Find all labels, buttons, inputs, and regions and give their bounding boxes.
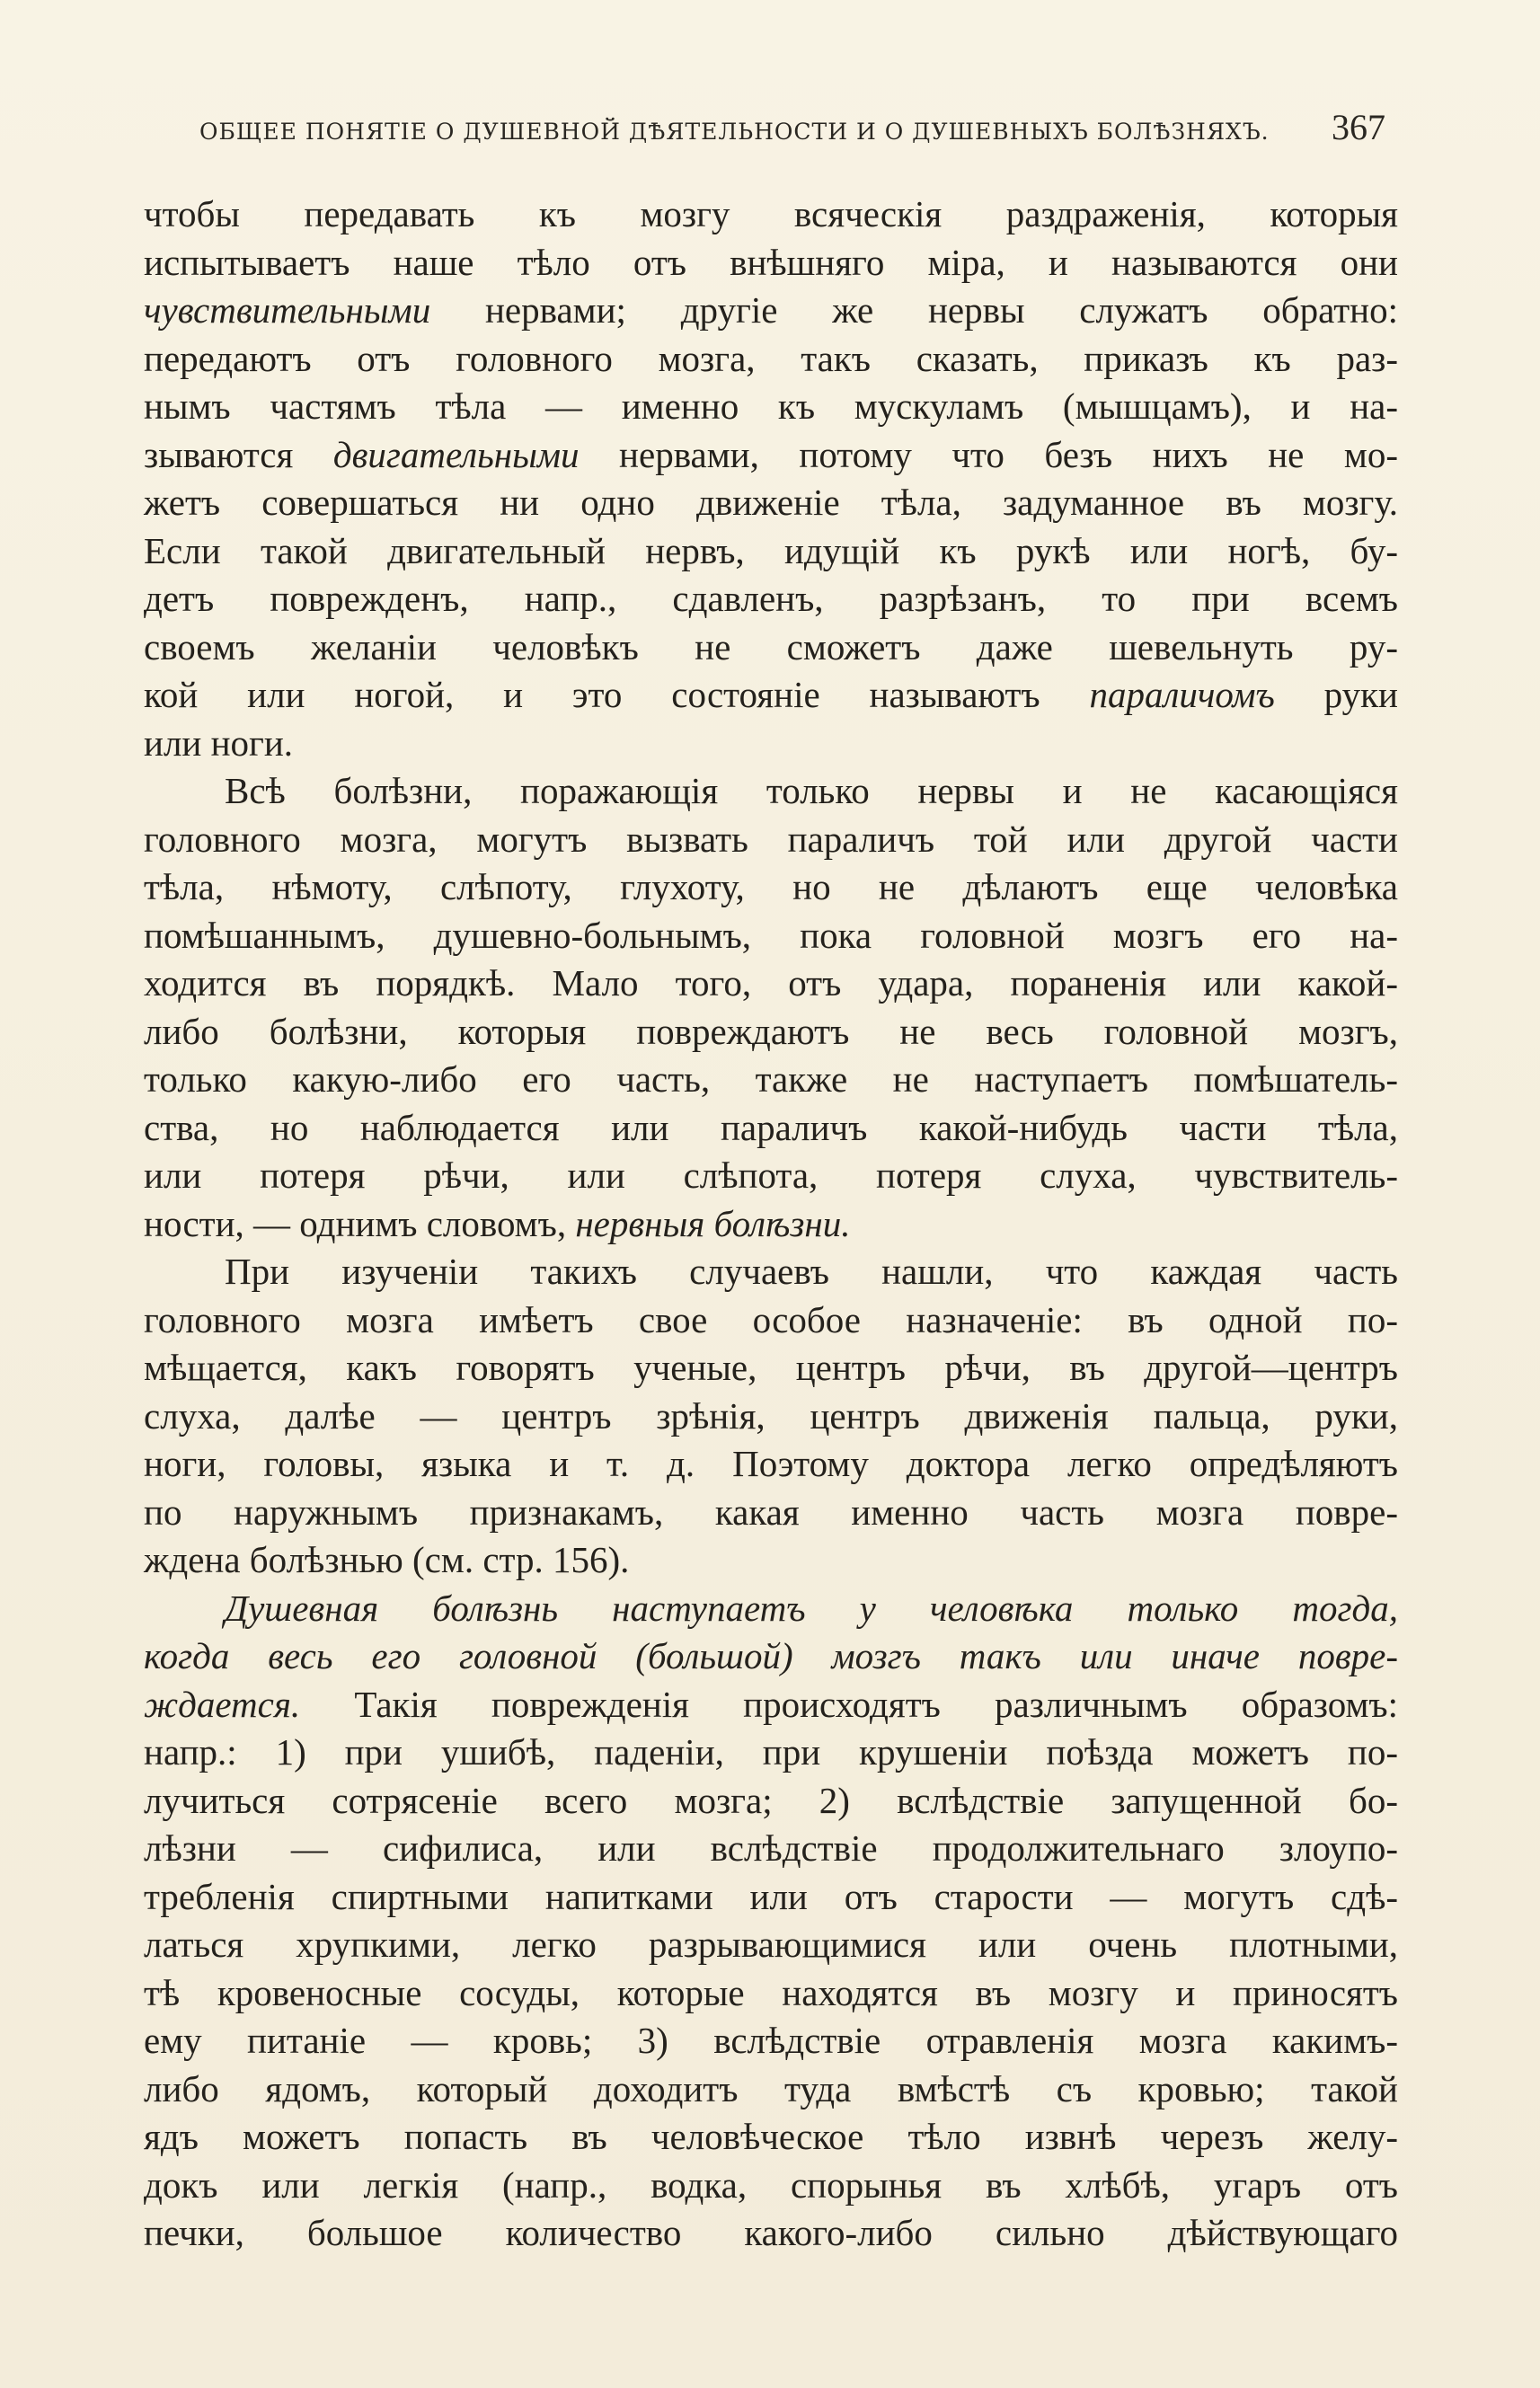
text-span: по наружнымъ признакамъ, какая именно часть мозга повре- — [144, 1490, 1398, 1533]
text-span: либо болѣзни, которыя повреждаютъ не весь головной мозгъ, — [144, 1010, 1398, 1052]
text-span: нервами, потому что безъ нихъ не мо- — [579, 433, 1398, 475]
text-line — [144, 1489, 1398, 1537]
running-header — [199, 106, 1385, 160]
text-line — [144, 1008, 1398, 1057]
text-line — [144, 2113, 1398, 2162]
text-line — [144, 1344, 1398, 1393]
text-span: ходится въ порядкѣ. Мало того, отъ удара, пораненія или какой- — [144, 962, 1398, 1004]
text-line — [144, 1777, 1398, 1826]
text-span: Такія поврежденія происходятъ различнымъ образомъ: — [300, 1683, 1398, 1725]
text-span: требленія спиртными напитками или отъ старости — могутъ сдѣ- — [144, 1875, 1398, 1917]
text-line — [144, 912, 1398, 960]
text-span: или потеря рѣчи, или слѣпота, потеря слуха, чувствитель- — [144, 1154, 1398, 1196]
text-line — [144, 190, 1398, 239]
text-line — [144, 1440, 1398, 1489]
text-span: нервами; другіе же нервы служатъ обратно: — [430, 289, 1398, 331]
running-title: ОБЩЕЕ ПОНЯТІЕ О ДУШЕВНОЙ ДѢЯТЕЛЬНОСТИ И О ДУШЕВНЫХЪ БОЛѢЗНЯХЪ. — [199, 119, 1270, 145]
text-line — [144, 1056, 1398, 1104]
italic-text: ждается. — [144, 1683, 301, 1725]
italic-text: чувствительными — [144, 289, 431, 331]
text-span: руки — [1274, 674, 1398, 715]
text-span: или ноги. — [144, 721, 294, 764]
text-line — [144, 1152, 1398, 1200]
italic-text: Душевная болѣзнь наступаетъ у человѣка только тогда, — [225, 1587, 1398, 1629]
body-text — [144, 190, 1398, 2258]
italic-text: когда весь его головной (большой) мозгъ такъ или иначе повре- — [144, 1635, 1398, 1676]
text-span: передаютъ отъ головного мозга, такъ сказать, приказъ къ раз- — [144, 337, 1398, 379]
text-line — [144, 671, 1398, 720]
text-span: помѣшаннымъ, душевно-больнымъ, пока головной мозгъ его на- — [144, 914, 1398, 956]
text-span: нымъ частямъ тѣла — именно къ мускуламъ (мышцамъ), и на- — [144, 385, 1398, 427]
text-line — [144, 287, 1398, 335]
text-span: докъ или легкія (напр., водка, спорынья въ хлѣбѣ, угаръ отъ — [144, 2163, 1398, 2206]
text-span: Если такой двигательный нервъ, идущій къ рукѣ или ногѣ, бу- — [144, 529, 1398, 571]
text-line — [144, 1248, 1398, 1296]
text-span: мѣщается, какъ говорятъ ученые, центръ рѣчи, въ другой—центръ — [144, 1347, 1398, 1388]
text-span: печки, большое количество какого-либо сильно дѣйствующаго — [144, 2212, 1398, 2253]
text-line — [144, 1393, 1398, 1441]
text-line — [144, 1200, 1398, 1249]
text-line — [144, 720, 1398, 768]
text-line — [144, 1632, 1398, 1681]
text-line — [144, 527, 1398, 576]
text-span: испытываетъ наше тѣло отъ внѣшняго міра, и называются они — [144, 241, 1398, 283]
text-span: своемъ желаніи человѣкъ не сможетъ даже шевельнуть ру- — [144, 625, 1398, 668]
text-line — [144, 479, 1398, 527]
text-span: напр.: 1) при ушибѣ, паденіи, при крушеніи поѣзда можетъ по- — [144, 1731, 1398, 1773]
text-line — [144, 816, 1398, 864]
text-span: латься хрупкими, легко разрывающимися или очень плотными, — [144, 1924, 1398, 1965]
text-line — [144, 575, 1398, 624]
text-span: зываются — [144, 433, 333, 475]
text-span: лучиться сотрясеніе всего мозга; 2) вслѣдствіе запущенной бо- — [144, 1779, 1398, 1821]
text-line — [144, 2162, 1398, 2210]
text-line — [144, 1585, 1398, 1633]
text-span: головного мозга имѣетъ свое особое назначеніе: въ одной по- — [144, 1298, 1398, 1340]
text-line — [144, 1296, 1398, 1345]
text-span: ности, — однимъ словомъ, — [144, 1202, 576, 1244]
text-line — [144, 1681, 1398, 1729]
text-line — [144, 624, 1398, 672]
text-line — [144, 863, 1398, 912]
text-line — [144, 1104, 1398, 1153]
text-span: кой или ногой, и это состояніе называютъ — [144, 674, 1090, 715]
text-span: ноги, головы, языка и т. д. Поэтому доктора легко опредѣляютъ — [144, 1443, 1398, 1484]
text-line — [144, 1729, 1398, 1777]
text-span: тѣла, нѣмоту, слѣпоту, глухоту, но не дѣлаютъ еще человѣка — [144, 866, 1398, 907]
text-line — [144, 383, 1398, 431]
text-span: либо ядомъ, который доходитъ туда вмѣстѣ съ кровью; такой — [144, 2067, 1398, 2109]
italic-text: двигательными — [332, 433, 580, 475]
text-line — [144, 431, 1398, 480]
text-line — [144, 1969, 1398, 2018]
text-span: ядъ можетъ попасть въ человѣческое тѣло извнѣ черезъ желу- — [144, 2116, 1398, 2157]
text-line — [144, 960, 1398, 1008]
text-line — [144, 1873, 1398, 1922]
text-line — [144, 239, 1398, 287]
italic-text: нервныя болѣзни. — [575, 1202, 851, 1244]
text-line — [144, 1825, 1398, 1873]
text-span: Всѣ болѣзни, поражающія только нервы и не касающіяся — [225, 770, 1398, 811]
text-line — [144, 1921, 1398, 1969]
text-span: При изученіи такихъ случаевъ нашли, что каждая часть — [225, 1251, 1398, 1292]
text-line — [144, 2017, 1398, 2065]
text-span: лѣзни — сифилиса, или вслѣдствіе продолжительнаго злоупо- — [144, 1827, 1398, 1869]
text-span: слуха, далѣе — центръ зрѣнія, центръ движенія пальца, руки, — [144, 1394, 1398, 1437]
text-span: ждена болѣзнью (см. стр. 156). — [144, 1539, 630, 1580]
text-span: ства, но наблюдается или параличъ какой-нибудь части тѣла, — [144, 1106, 1398, 1148]
text-span: ему питаніе — кровь; 3) вслѣдствіе отравленія мозга какимъ- — [144, 2020, 1398, 2061]
page-number: 367 — [1332, 107, 1385, 147]
text-line — [144, 2209, 1398, 2258]
text-span: головного мозга, могутъ вызвать параличъ той или другой части — [144, 818, 1398, 860]
text-span: жетъ совершаться ни одно движеніе тѣла, задуманное въ мозгу. — [144, 482, 1398, 523]
text-span: тѣ кровеносные сосуды, которые находятся въ мозгу и приносятъ — [144, 1971, 1398, 2013]
text-span: чтобы передавать къ мозгу всяческія раздраженія, которыя — [144, 193, 1398, 234]
text-line — [144, 2065, 1398, 2114]
text-span: только какую-либо его часть, также не наступаетъ помѣшатель- — [144, 1058, 1398, 1100]
text-line — [144, 767, 1398, 816]
text-line — [144, 335, 1398, 384]
italic-text: параличомъ — [1089, 674, 1275, 715]
text-span: детъ поврежденъ, напр., сдавленъ, разрѣзанъ, то при всемъ — [144, 578, 1398, 619]
text-line — [144, 1536, 1398, 1585]
